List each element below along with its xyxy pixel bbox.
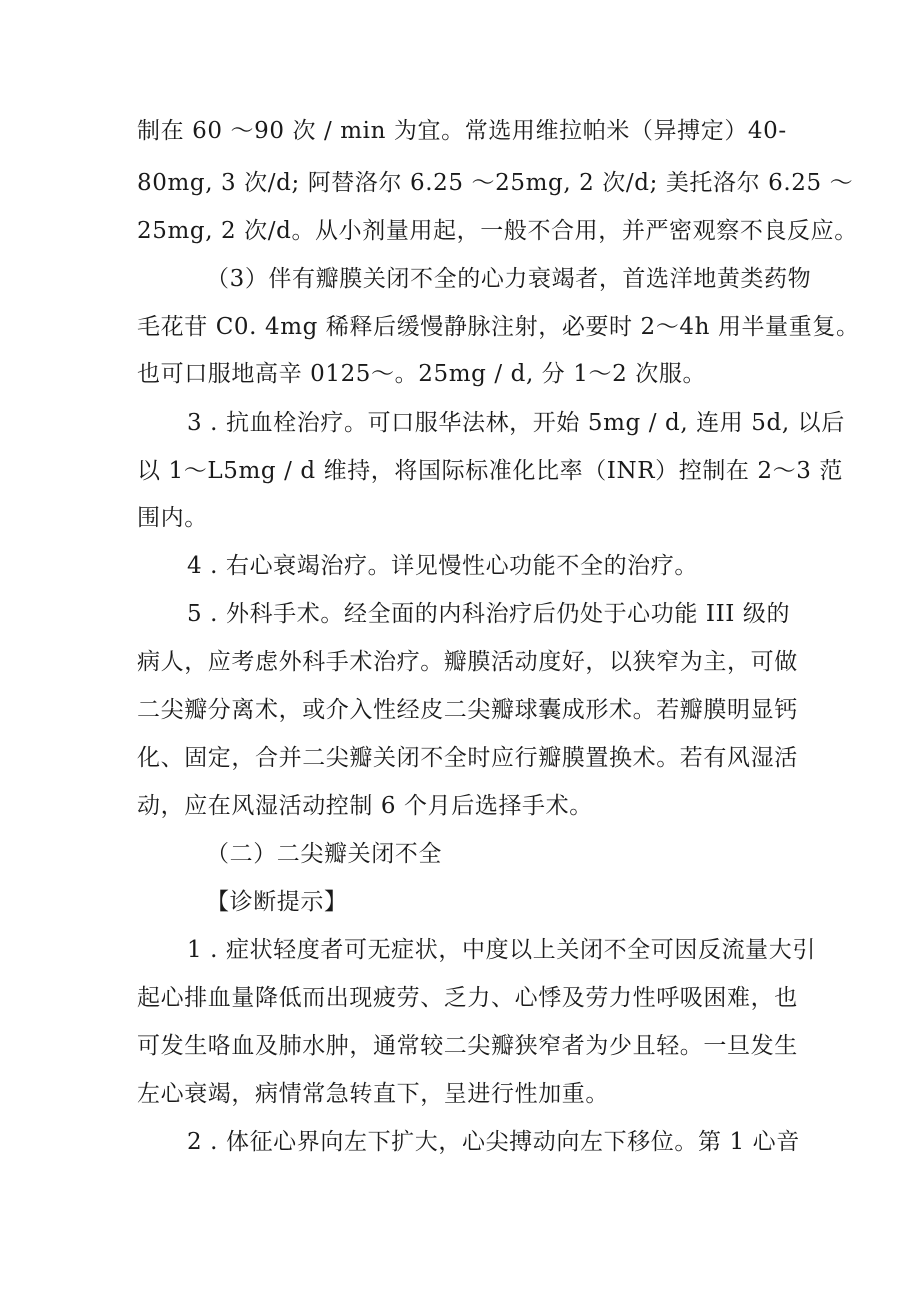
text-line: 3 . 抗血栓治疗。可口服华法林，开始 5mg / d, 连用 5d, 以后 <box>187 410 845 436</box>
text-line: 左心衰竭，病情常急转直下，呈进行性加重。 <box>137 1081 609 1107</box>
text-line: 2 . 体征心界向左下扩大，心尖搏动向左下移位。第 1 心音 <box>187 1129 800 1155</box>
text-line: （3）伴有瓣膜关闭不全的心力衰竭者，首选洋地黄类药物 <box>206 266 812 292</box>
text-line: 病人，应考虑外科手术治疗。瓣膜活动度好，以狭窄为主，可做 <box>137 649 798 675</box>
text-line: 5 . 外科手术。经全面的内科治疗后仍处于心功能 III 级的 <box>187 601 791 627</box>
text-line: 80mg, 3 次/d; 阿替洛尔 6.25 ～25mg, 2 次/d; 美托洛尔 6.25 ～ <box>137 170 854 196</box>
text-line: 以 1～L5mg / d 维持，将国际标准化比率（INR）控制在 2～3 范 <box>137 458 844 484</box>
text-line: 也可口服地高辛 0125～。25mg / d, 分 1～2 次服。 <box>137 361 707 387</box>
text-line: 化、固定，合并二尖瓣关闭不全时应行瓣膜置换术。若有风湿活 <box>137 745 798 771</box>
text-line: 毛花苷 C0. 4mg 稀释后缓慢静脉注射，必要时 2～4h 用半量重复。 <box>137 314 860 340</box>
text-line: 二尖瓣分离术，或介入性经皮二尖瓣球囊成形术。若瓣膜明显钙 <box>137 697 798 723</box>
text-line: 1 . 症状轻度者可无症状，中度以上关闭不全可因反流量大引 <box>187 937 816 963</box>
text-line: 起心排血量降低而出现疲劳、乏力、心悸及劳力性呼吸困难，也 <box>137 985 798 1011</box>
text-line: 制在 60 ～90 次 / min 为宜。常选用维拉帕米（异搏定）40- <box>137 118 787 144</box>
text-line: 4 . 右心衰竭治疗。详见慢性心功能不全的治疗。 <box>187 553 698 579</box>
text-line: 动，应在风湿活动控制 6 个月后选择手术。 <box>137 793 593 819</box>
text-line: 可发生咯血及肺水肿，通常较二尖瓣狭窄者为少且轻。一旦发生 <box>137 1033 798 1059</box>
sub-heading: 【诊断提示】 <box>206 889 348 915</box>
text-line: 围内。 <box>137 505 208 531</box>
text-line: 25mg, 2 次/d。从小剂量用起，一般不合用，并严密观察不良反应。 <box>137 218 858 244</box>
section-heading: （二）二尖瓣关闭不全 <box>206 841 442 867</box>
